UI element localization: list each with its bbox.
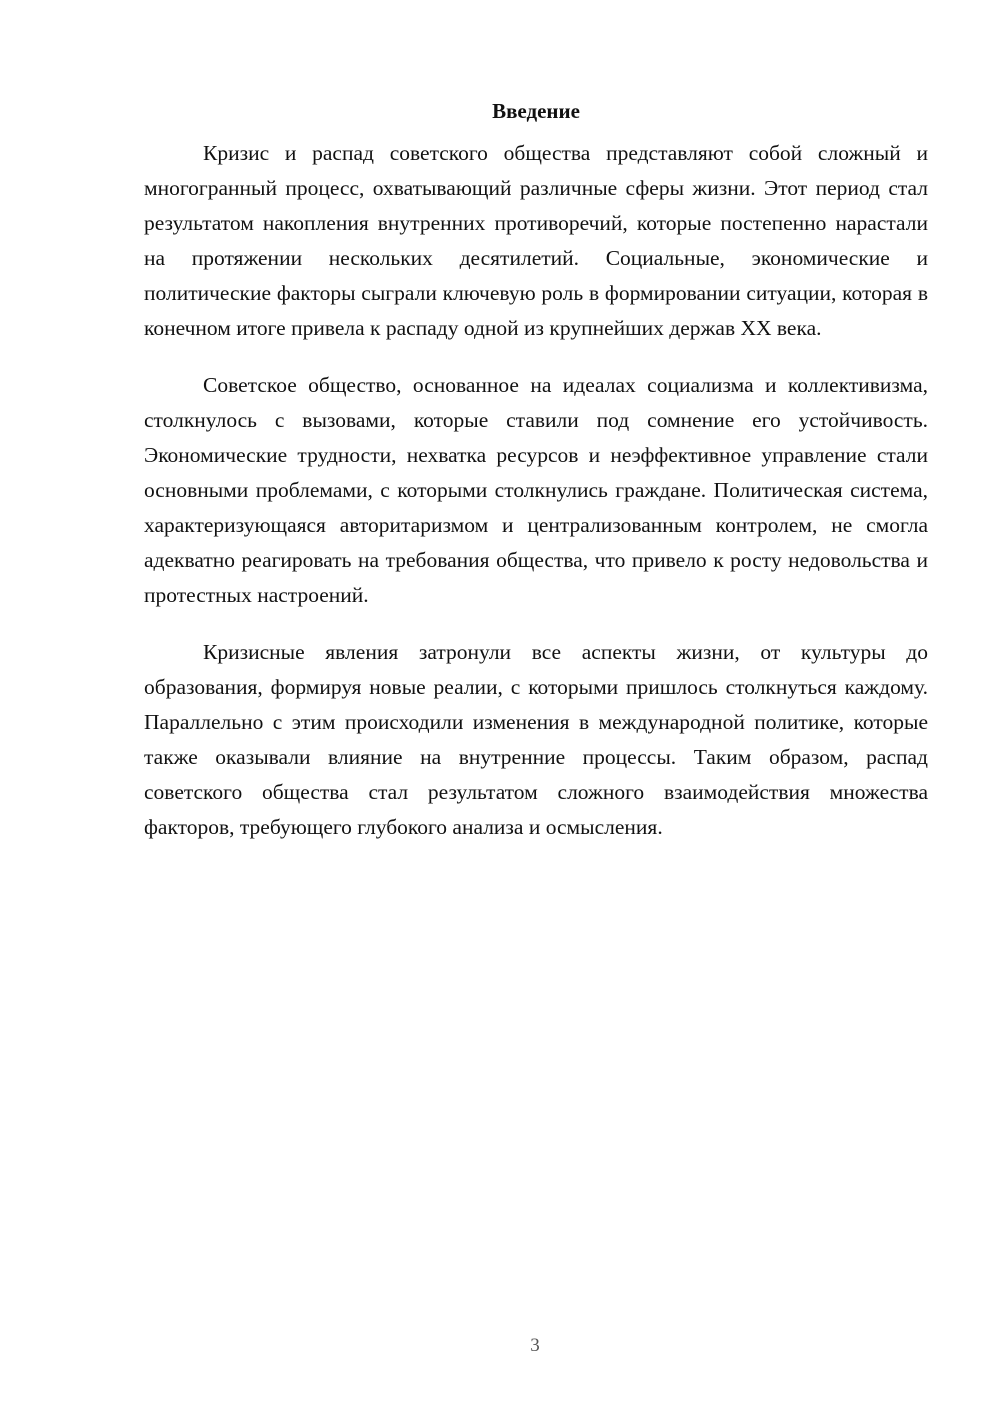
page-content: [144, 96, 928, 867]
paragraph-1: Кризис и распад советского общества представляют собой сложный и многогранный процесс, охватывающий различные сферы жизни. Этот период стал результатом накопления внутренних противоречий, которые постепенно нарастали на протяжении нескольких десятилетий. Социальные, экономические и политические факторы сыграли ключевую роль в формировании ситуации, которая в конечном итоге привела к распаду одной из крупнейших держав XX века.: [144, 141, 928, 340]
paragraph-3: Кризисные явления затронули все аспекты жизни, от культуры до образования, формируя новые реалии, с которыми пришлось столкнуться каждому. Параллельно с этим происходили изменения в международной политике, которые также оказывали влияние на внутренние процессы. Таким образом, распад советского общества стал результатом сложного взаимодействия множества факторов, требующего глубокого анализа и осмысления.: [144, 640, 928, 839]
paragraph-2: Советское общество, основанное на идеалах социализма и коллективизма, столкнулось с вызовами, которые ставили под сомнение его устойчивость. Экономические трудности, нехватка ресурсов и неэффективное управление стали основными проблемами, с которыми столкнулись граждане. Политическая система, характеризующаяся авторитаризмом и централизованным контролем, не смогла адекватно реагировать на требования общества, что привело к росту недовольства и протестных настроений.: [144, 373, 928, 607]
page-number: 3: [530, 1335, 540, 1356]
section-title: Введение: [492, 99, 580, 123]
